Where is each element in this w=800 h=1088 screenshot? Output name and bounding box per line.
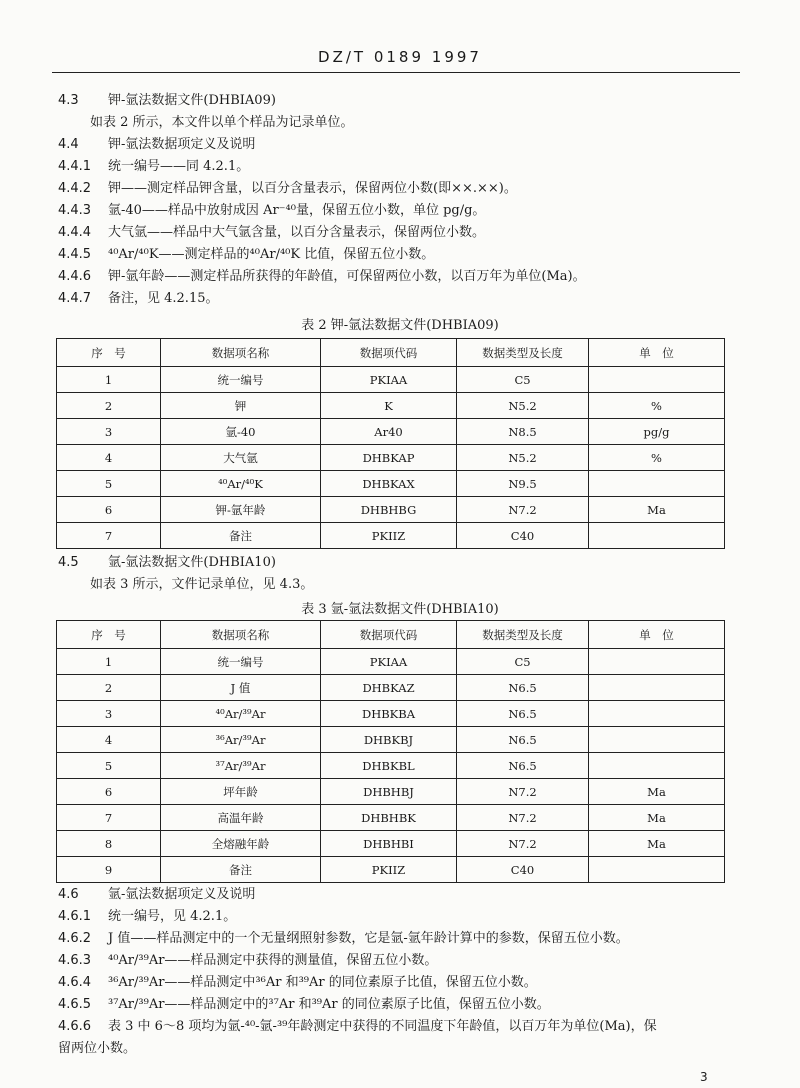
clause-4-4-1 — [58, 158, 249, 176]
clause-text: ⁴⁰Ar/⁴⁰K——测定样品的⁴⁰Ar/⁴⁰K 比值，保留五位小数。 — [108, 247, 435, 262]
table-cell: 2 — [57, 675, 161, 701]
clause-text: ³⁷Ar/³⁹Ar——样品测定中的³⁷Ar 和³⁹Ar 的同位素原子比值，保留五位小数。 — [108, 997, 550, 1012]
table-row — [57, 857, 725, 883]
table-cell: 3 — [57, 419, 161, 445]
table-cell: PKIAA — [321, 367, 457, 393]
table-row — [57, 367, 725, 393]
section-4-4-heading — [58, 136, 255, 154]
table-cell: K — [321, 393, 457, 419]
column-header: 数据类型及长度 — [457, 621, 589, 649]
table-cell: 2 — [57, 393, 161, 419]
table-cell: N6.5 — [457, 727, 589, 753]
table-cell: DHBKBL — [321, 753, 457, 779]
clause-text: J 值——样品测定中的一个无量纲照射参数，它是氩-氩年龄计算中的参数，保留五位小数。 — [108, 931, 629, 946]
table-cell: 高温年龄 — [161, 805, 321, 831]
table-cell: 1 — [57, 649, 161, 675]
table-cell: C5 — [457, 367, 589, 393]
table-cell: DHBKAZ — [321, 675, 457, 701]
table-cell: 9 — [57, 857, 161, 883]
clause-4-4-6 — [58, 268, 586, 286]
section-4-5-text: 如表 3 所示，文件记录单位，见 4.3。 — [90, 577, 314, 592]
table-cell: N6.5 — [457, 701, 589, 727]
clause-number: 4.6.6 — [58, 1019, 92, 1034]
header-rule — [52, 72, 740, 73]
page-number: 3 — [700, 1070, 708, 1084]
clause-4-6-3 — [58, 952, 437, 970]
table-cell: DHBKAP — [321, 445, 457, 471]
clause-4-6-1 — [58, 908, 236, 926]
table-row — [57, 419, 725, 445]
section-title: 氩-氩法数据文件(DHBIA10) — [108, 555, 276, 570]
table-row — [57, 445, 725, 471]
clause-number: 4.6.5 — [58, 997, 92, 1012]
clause-text: 表 3 中 6～8 项均为氩-⁴⁰-氩-³⁹年龄测定中获得的不同温度下年龄值，以百万年为单位(Ma)，保 — [108, 1019, 657, 1034]
table-2 — [56, 338, 725, 549]
table-3 — [56, 620, 725, 883]
table-cell: Ma — [589, 497, 725, 523]
column-header: 单 位 — [589, 621, 725, 649]
table-cell: 氩-40 — [161, 419, 321, 445]
table-2-caption: 表 2 钾-氩法数据文件(DHBIA09) — [301, 318, 499, 333]
table-cell: N7.2 — [457, 497, 589, 523]
section-number: 4.6 — [58, 887, 79, 902]
table-cell: 8 — [57, 831, 161, 857]
table-cell: DHBHBK — [321, 805, 457, 831]
table-cell: DHBKBA — [321, 701, 457, 727]
clause-number: 4.6.2 — [58, 931, 92, 946]
clause-number: 4.4.3 — [58, 203, 92, 218]
table-cell: 钾 — [161, 393, 321, 419]
table-cell: J 值 — [161, 675, 321, 701]
table-cell: Ar40 — [321, 419, 457, 445]
table-cell: N7.2 — [457, 805, 589, 831]
table-cell: 大气氩 — [161, 445, 321, 471]
table-cell: N5.2 — [457, 445, 589, 471]
clause-number: 4.4.7 — [58, 291, 92, 306]
section-number: 4.4 — [58, 137, 79, 152]
clause-number: 4.6.1 — [58, 909, 92, 924]
clause-text: ³⁶Ar/³⁹Ar——样品测定中³⁶Ar 和³⁹Ar 的同位素原子比值，保留五位小数。 — [108, 975, 537, 990]
clause-number: 4.4.2 — [58, 181, 92, 196]
table-cell: ⁴⁰Ar/³⁹Ar — [161, 701, 321, 727]
table-cell: PKIIZ — [321, 857, 457, 883]
table-cell: 4 — [57, 445, 161, 471]
column-header: 单 位 — [589, 339, 725, 367]
table-cell: 6 — [57, 497, 161, 523]
clause-text: 备注，见 4.2.15。 — [108, 291, 219, 306]
table-row — [57, 497, 725, 523]
table-cell: N6.5 — [457, 753, 589, 779]
table-cell — [589, 523, 725, 549]
clause-text: ⁴⁰Ar/³⁹Ar——样品测定中获得的测量值，保留五位小数。 — [108, 953, 438, 968]
table-cell: PKIIZ — [321, 523, 457, 549]
table-cell: ³⁷Ar/³⁹Ar — [161, 753, 321, 779]
section-title: 钾-氩法数据文件(DHBIA09) — [108, 93, 276, 108]
table-cell: DHBHBI — [321, 831, 457, 857]
table-row — [57, 649, 725, 675]
clause-4-4-7 — [58, 290, 218, 308]
section-4-5-heading — [58, 554, 276, 572]
column-header: 数据项代码 — [321, 339, 457, 367]
clause-number: 4.4.4 — [58, 225, 92, 240]
table-cell: 坪年龄 — [161, 779, 321, 805]
table-cell: % — [589, 445, 725, 471]
table-row — [57, 753, 725, 779]
section-4-3-heading — [58, 92, 276, 110]
table-cell: 5 — [57, 471, 161, 497]
table-cell: C40 — [457, 857, 589, 883]
clause-text: 氩-40——样品中放射成因 Ar⁻⁴⁰量，保留五位小数，单位 pg/g。 — [108, 203, 486, 218]
table-row — [57, 523, 725, 549]
table-cell: 统一编号 — [161, 367, 321, 393]
clause-4-6-5 — [58, 996, 550, 1014]
table-cell: N5.2 — [457, 393, 589, 419]
table-cell: DHBHBJ — [321, 779, 457, 805]
clause-text: 统一编号，见 4.2.1。 — [108, 909, 237, 924]
table-cell — [589, 727, 725, 753]
table-cell: DHBHBG — [321, 497, 457, 523]
clause-4-6-4 — [58, 974, 537, 992]
clause-4-4-2 — [58, 180, 517, 198]
table-cell: C5 — [457, 649, 589, 675]
table-cell — [589, 753, 725, 779]
table-cell: PKIAA — [321, 649, 457, 675]
column-header: 数据项代码 — [321, 621, 457, 649]
table-cell — [589, 857, 725, 883]
table-cell: 3 — [57, 701, 161, 727]
table-cell: Ma — [589, 805, 725, 831]
table-3-caption: 表 3 氩-氩法数据文件(DHBIA10) — [301, 602, 499, 617]
section-number: 4.5 — [58, 555, 79, 570]
clause-number: 4.4.1 — [58, 159, 92, 174]
table-cell: DHBKBJ — [321, 727, 457, 753]
table-cell: DHBKAX — [321, 471, 457, 497]
table-cell: 6 — [57, 779, 161, 805]
table-row — [57, 779, 725, 805]
table-cell: 7 — [57, 523, 161, 549]
table-cell — [589, 675, 725, 701]
section-4-6-heading — [58, 886, 255, 904]
clause-4-6-2 — [58, 930, 629, 948]
clause-number: 4.6.3 — [58, 953, 92, 968]
table-row — [57, 831, 725, 857]
table-cell — [589, 471, 725, 497]
table-row — [57, 701, 725, 727]
clause-4-6-6-continued: 留两位小数。 — [58, 1041, 137, 1056]
table-row — [57, 675, 725, 701]
table-cell: 钾-氩年龄 — [161, 497, 321, 523]
table-cell: ⁴⁰Ar/⁴⁰K — [161, 471, 321, 497]
clause-number: 4.4.5 — [58, 247, 92, 262]
table-cell — [589, 649, 725, 675]
table-row — [57, 471, 725, 497]
table-row — [57, 727, 725, 753]
clause-text: 统一编号——同 4.2.1。 — [108, 159, 250, 174]
clause-text: 钾——测定样品钾含量，以百分含量表示，保留两位小数(即××.××)。 — [108, 181, 517, 196]
clause-4-4-5 — [58, 246, 434, 264]
table-cell: 1 — [57, 367, 161, 393]
table-row — [57, 805, 725, 831]
column-header: 序 号 — [57, 621, 161, 649]
section-title: 钾-氩法数据项定义及说明 — [108, 137, 256, 152]
table-cell: N7.2 — [457, 779, 589, 805]
table-cell: Ma — [589, 779, 725, 805]
section-4-3-text: 如表 2 所示，本文件以单个样品为记录单位。 — [90, 115, 354, 130]
clause-number: 4.4.6 — [58, 269, 92, 284]
standard-header: DZ/T 0189 1997 — [318, 48, 482, 66]
column-header: 序 号 — [57, 339, 161, 367]
column-header: 数据项名称 — [161, 621, 321, 649]
table-cell: Ma — [589, 831, 725, 857]
clause-4-6-6 — [58, 1018, 657, 1036]
table-cell: ³⁶Ar/³⁹Ar — [161, 727, 321, 753]
table-cell: N9.5 — [457, 471, 589, 497]
table-cell: C40 — [457, 523, 589, 549]
clause-4-4-3 — [58, 202, 485, 220]
table-header-row — [57, 621, 725, 649]
table-cell: % — [589, 393, 725, 419]
table-cell: 统一编号 — [161, 649, 321, 675]
column-header: 数据项名称 — [161, 339, 321, 367]
table-cell: N6.5 — [457, 675, 589, 701]
section-title: 氩-氩法数据项定义及说明 — [108, 887, 256, 902]
clause-text: 大气氩——样品中大气氩含量，以百分含量表示，保留两位小数。 — [108, 225, 486, 240]
table-cell: 备注 — [161, 523, 321, 549]
table-row — [57, 393, 725, 419]
table-cell: N7.2 — [457, 831, 589, 857]
clause-number: 4.6.4 — [58, 975, 92, 990]
table-cell: 备注 — [161, 857, 321, 883]
table-cell: 全熔融年龄 — [161, 831, 321, 857]
table-cell: N8.5 — [457, 419, 589, 445]
column-header: 数据类型及长度 — [457, 339, 589, 367]
table-cell: 4 — [57, 727, 161, 753]
table-cell — [589, 367, 725, 393]
table-cell — [589, 701, 725, 727]
clause-4-4-4 — [58, 224, 485, 242]
clause-text: 钾-氩年龄——测定样品所获得的年龄值，可保留两位小数，以百万年为单位(Ma)。 — [108, 269, 586, 284]
table-header-row — [57, 339, 725, 367]
section-number: 4.3 — [58, 93, 79, 108]
table-cell: 7 — [57, 805, 161, 831]
table-cell: 5 — [57, 753, 161, 779]
table-cell: pg/g — [589, 419, 725, 445]
